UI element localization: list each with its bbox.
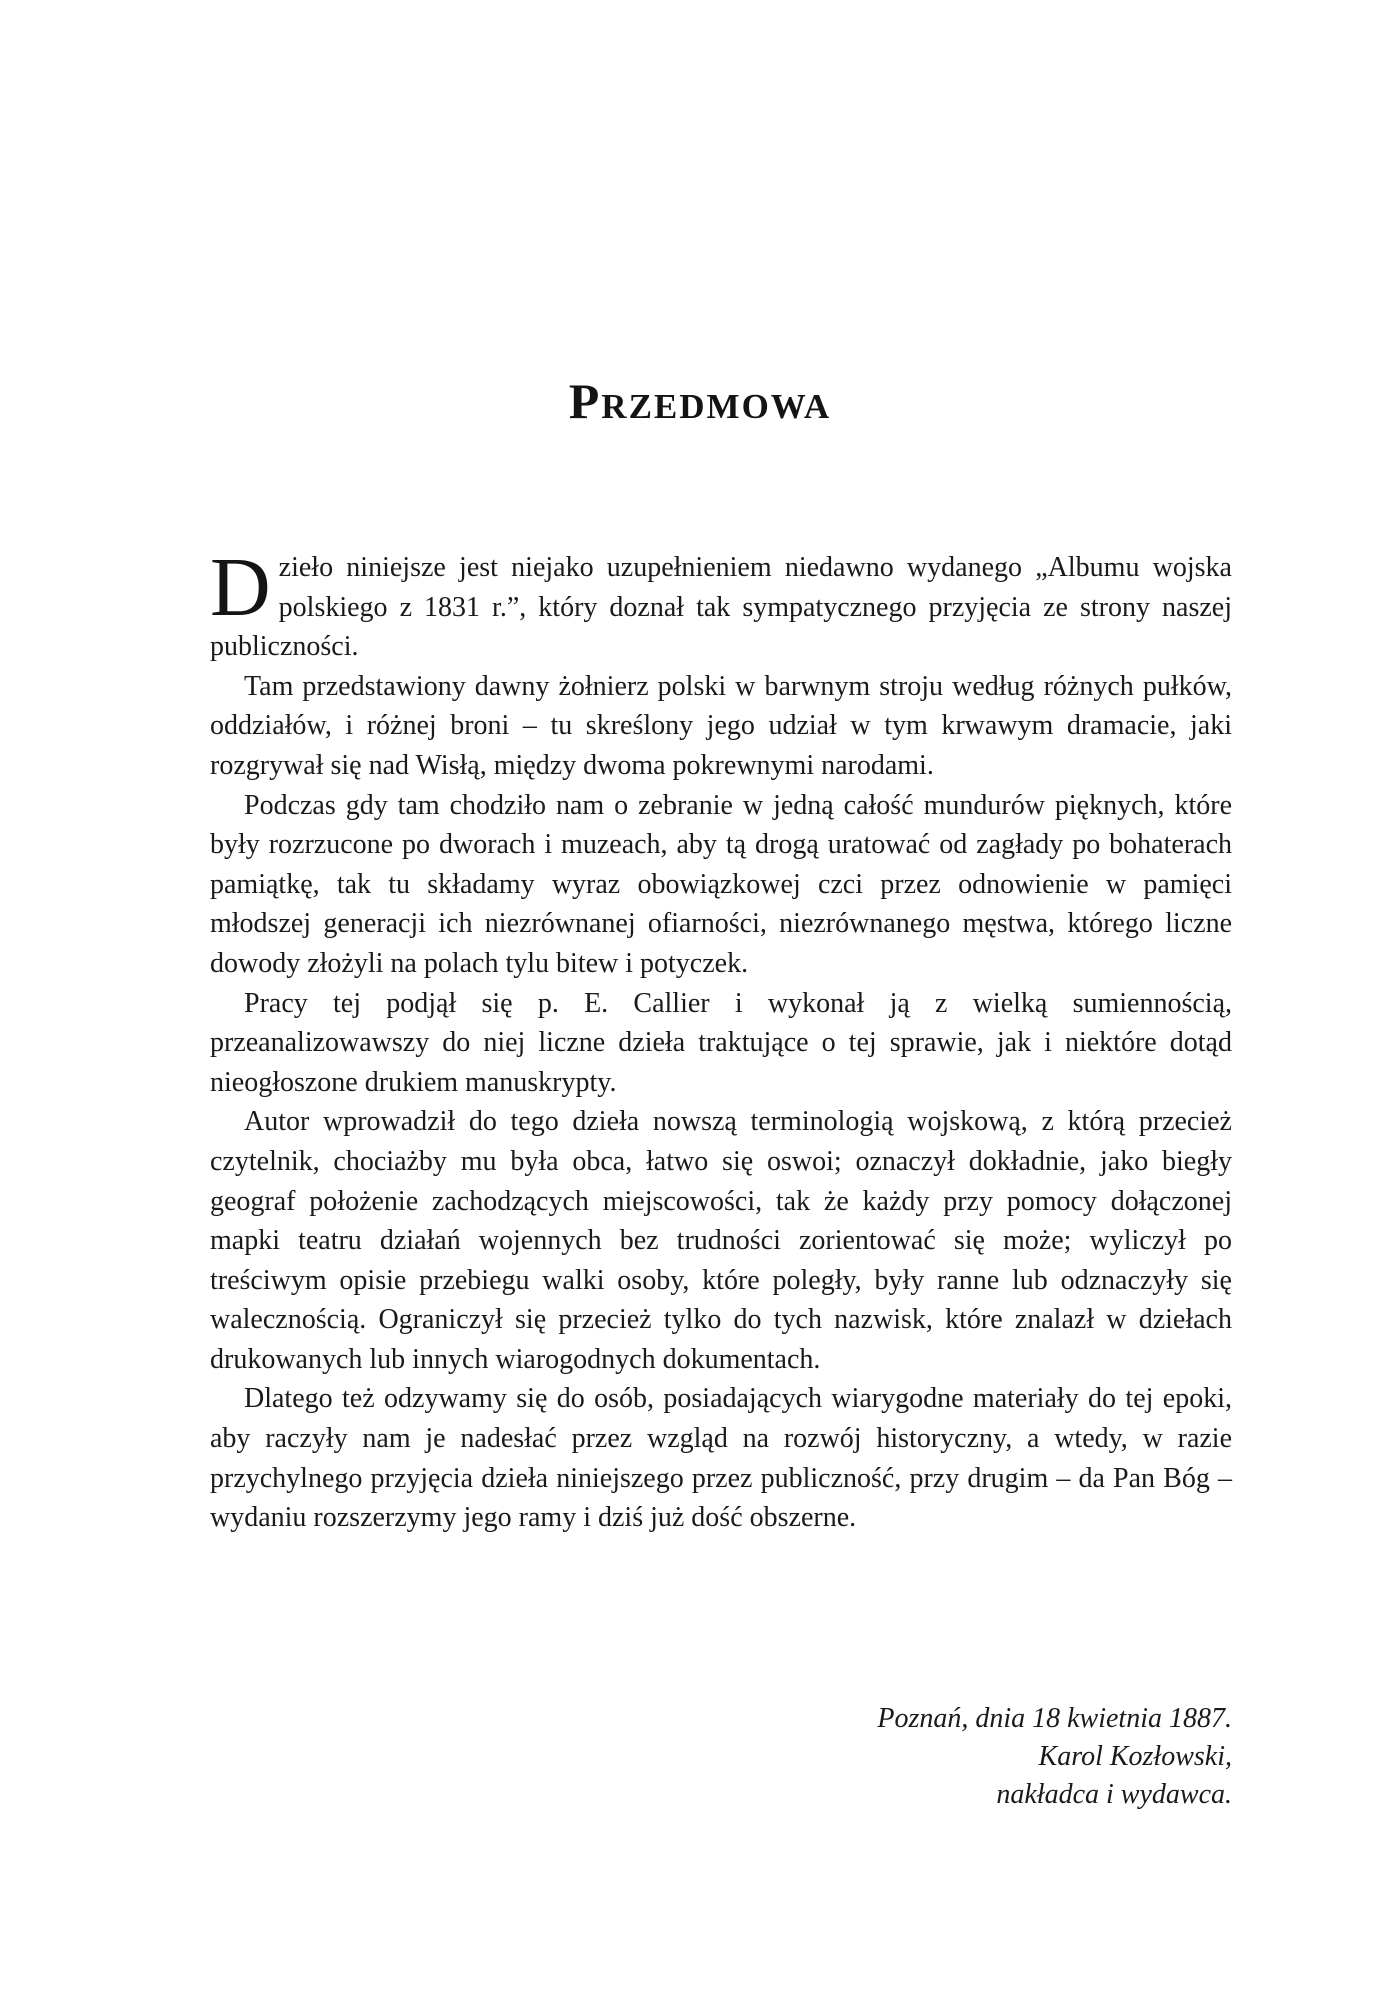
signature-block xyxy=(877,1700,1232,1814)
paragraph-2: Tam przedstawiony dawny żołnierz polski w barwnym stroju według różnych pułków, oddziałów, i różnej broni – tu skreślony jego udział w tym krwawym dramacie, jaki rozgrywał się nad Wisłą, między dwoma pokrewnymi narodami. xyxy=(210,670,1232,781)
signature-place-date: Poznań, dnia 18 kwietnia 1887. xyxy=(877,1703,1232,1734)
paragraph-5: Autor wprowadził do tego dzieła nowszą terminologią wojskową, z którą przecież czytelnik, chociażby mu była obca, łatwo się oswoi; oznaczył dokładnie, jako biegły geograf położenie zachodzących miejscowości, tak że każdy przy pomocy dołączonej mapki teatru działań wojennych bez trudności zorientować się może; wyliczył po treściwym opisie przebiegu walki osoby, które poległy, były ranne lub odznaczyły się walecznością. Ograniczył się przecież tylko do tych nazwisk, które znalazł w dziełach drukowanych lub innych wiarogodnych dokumentach. xyxy=(210,1106,1232,1375)
signature-name: Karol Kozłowski, xyxy=(1038,1741,1232,1772)
paragraph-4: Pracy tej podjął się p. E. Callier i wykonał ją z wielką sumiennością, przeanalizowawszy do niej liczne dzieła traktujące o tej sprawie, jak i niektóre dotąd nieogłoszone drukiem manuskrypty. xyxy=(210,987,1232,1098)
page-title: Przedmowa xyxy=(568,373,832,429)
paragraph-3: Podczas gdy tam chodziło nam o zebranie w jedną całość mundurów pięknych, które były rozrzucone po dworach i muzeach, aby tą drogą uratować od zagłady po bohaterach pamiątkę, tak tu składamy wyraz obowiązkowej czci przez odnowienie w pamięci młodszej generacji ich niezrównanej ofiarności, niezrównanego męstwa, którego liczne dowody złożyli na polach tylu bitew i potyczek. xyxy=(210,789,1232,979)
drop-cap-initial: D xyxy=(210,541,271,634)
paragraph-1 xyxy=(210,541,1232,667)
preface-body xyxy=(210,541,1232,1538)
signature-role: nakładca i wydawca. xyxy=(996,1779,1232,1810)
paragraph-1-text: zieło niniejsze jest niejako uzupełnieniem niedawno wydanego „Albumu wojska polskiego z 1831 r.”, który doznał tak sympatycznego przyjęcia ze strony naszej publiczności. xyxy=(210,552,1232,663)
paragraph-6: Dlatego też odzywamy się do osób, posiadających wiarygodne materiały do tej epoki, aby raczyły nam je nadesłać przez wzgląd na rozwój historyczny, a wtedy, w razie przychylnego przyjęcia dzieła niniejszego przez publiczność, przy drugim – da Pan Bóg – wydaniu rozszerzymy jego ramy i dziś już dość obszerne. xyxy=(210,1383,1232,1534)
